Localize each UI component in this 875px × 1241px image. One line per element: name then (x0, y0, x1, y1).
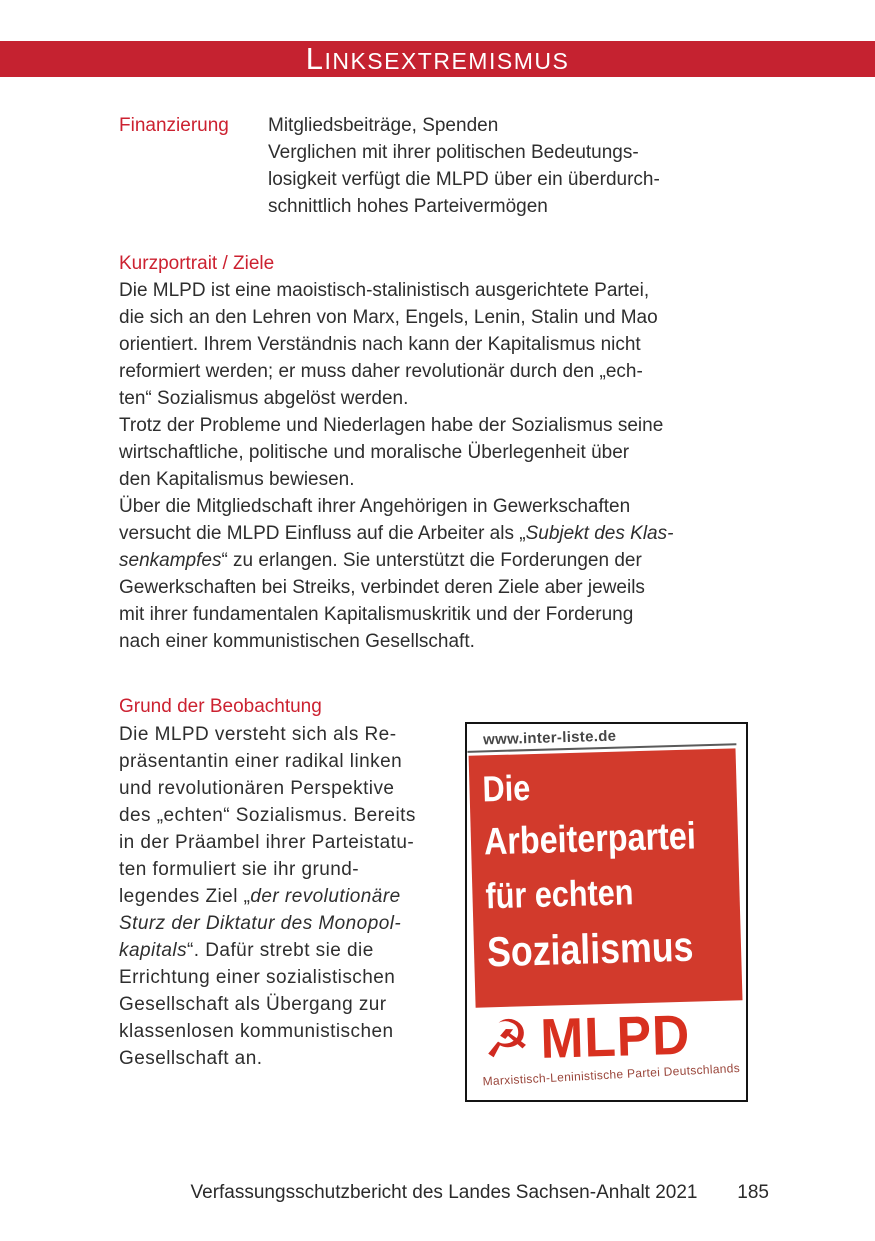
text-line: für echten (484, 871, 634, 917)
text-line: Arbeiterpartei (483, 815, 697, 864)
chapter-title: LINKSEXTREMISMUS (305, 41, 570, 76)
finanzierung-value (268, 112, 660, 220)
text-line: des „echten“ Sozialismus. Bereits (119, 805, 416, 826)
text-line: Die (481, 767, 531, 810)
text-line: Gewerkschaften bei Streiks, verbindet deren Ziele aber jeweils (119, 577, 645, 598)
text-line: schnittlich hohes Parteivermögen (268, 196, 548, 217)
text-line: ten formuliert sie ihr grund- (119, 859, 360, 880)
text-line: Die MLPD versteht sich als Re- (119, 724, 397, 745)
poster-photo (467, 723, 746, 1100)
text-line: die sich an den Lehren von Marx, Engels, Lenin, Stalin und Mao (119, 307, 658, 328)
text-line: und revolutionären Perspektive (119, 778, 395, 799)
text-line: Mitgliedsbeiträge, Spenden (268, 115, 499, 136)
page-number: 185 (737, 1182, 769, 1203)
text-line: legendes Ziel „der revolutionäre (119, 886, 401, 907)
text-line: Sozialismus (486, 922, 694, 976)
text-line: Trotz der Probleme und Niederlagen habe der Sozialismus seine (119, 415, 664, 436)
text-line: versucht die MLPD Einfluss auf die Arbeiter als „Subjekt des Klas- (119, 523, 674, 544)
text-line: Gesellschaft als Übergang zur (119, 994, 387, 1015)
footer-report-title: Verfassungsschutzbericht des Landes Sachsen-Anhalt 2021 (190, 1182, 698, 1203)
text-line: orientiert. Ihrem Verständnis nach kann der Kapitalismus nicht (119, 334, 641, 355)
text-line: Gesellschaft an. (119, 1048, 263, 1069)
chapter-banner (0, 41, 875, 77)
text-line: losigkeit verfügt die MLPD über ein überdurch- (268, 169, 660, 190)
text-line: kapitals“. Dafür strebt sie die (119, 940, 374, 961)
finanzierung-section (119, 112, 769, 220)
poster-slogan (469, 748, 743, 1007)
text-line: reformiert werden; er muss daher revolutionär durch den „ech- (119, 361, 643, 382)
hammer-and-sickle-icon: ☭ (482, 1010, 531, 1070)
beobachtung-text (119, 721, 464, 1072)
text-line: ten“ Sozialismus abgelöst werden. (119, 388, 409, 409)
party-full-name: Marxistisch-Leninistische Partei Deutschlands (482, 1060, 741, 1089)
poster-url-text: www.inter-liste.de (467, 723, 737, 753)
text-line: mit ihrer fundamentalen Kapitalismuskritik und der Forderung (119, 604, 634, 625)
mlpd-poster-image (465, 722, 748, 1102)
text-line: den Kapitalismus bewiesen. (119, 469, 355, 490)
text-line: präsentantin einer radikal linken (119, 751, 403, 772)
text-line: Sturz der Diktatur des Monopol- (119, 913, 402, 934)
text-line: Errichtung einer sozialistischen (119, 967, 396, 988)
kurzportrait-heading: Kurzportrait / Ziele (119, 253, 275, 274)
text-line: wirtschaftliche, politische und moralische Überlegenheit über (119, 442, 630, 463)
page-footer (119, 1180, 769, 1205)
text-line: in der Präambel ihrer Parteistatu- (119, 832, 415, 853)
finanzierung-label: Finanzierung (119, 115, 229, 136)
text-line: Über die Mitgliedschaft ihrer Angehörigen in Gewerkschaften (119, 496, 631, 517)
text-line: Verglichen mit ihrer politischen Bedeutungs- (268, 142, 639, 163)
poster-logo-row (475, 1000, 746, 1071)
text-line: senkampfes“ zu erlangen. Sie unterstützt die Forderungen der (119, 550, 642, 571)
kurzportrait-text (119, 277, 769, 655)
text-line: nach einer kommunistischen Gesellschaft. (119, 631, 475, 652)
text-line: Die MLPD ist eine maoistisch-stalinistisch ausgerichtete Partei, (119, 280, 650, 301)
party-abbreviation: MLPD (539, 1002, 691, 1070)
beobachtung-heading: Grund der Beobachtung (119, 696, 322, 717)
text-line: klassenlosen kommunistischen (119, 1021, 394, 1042)
